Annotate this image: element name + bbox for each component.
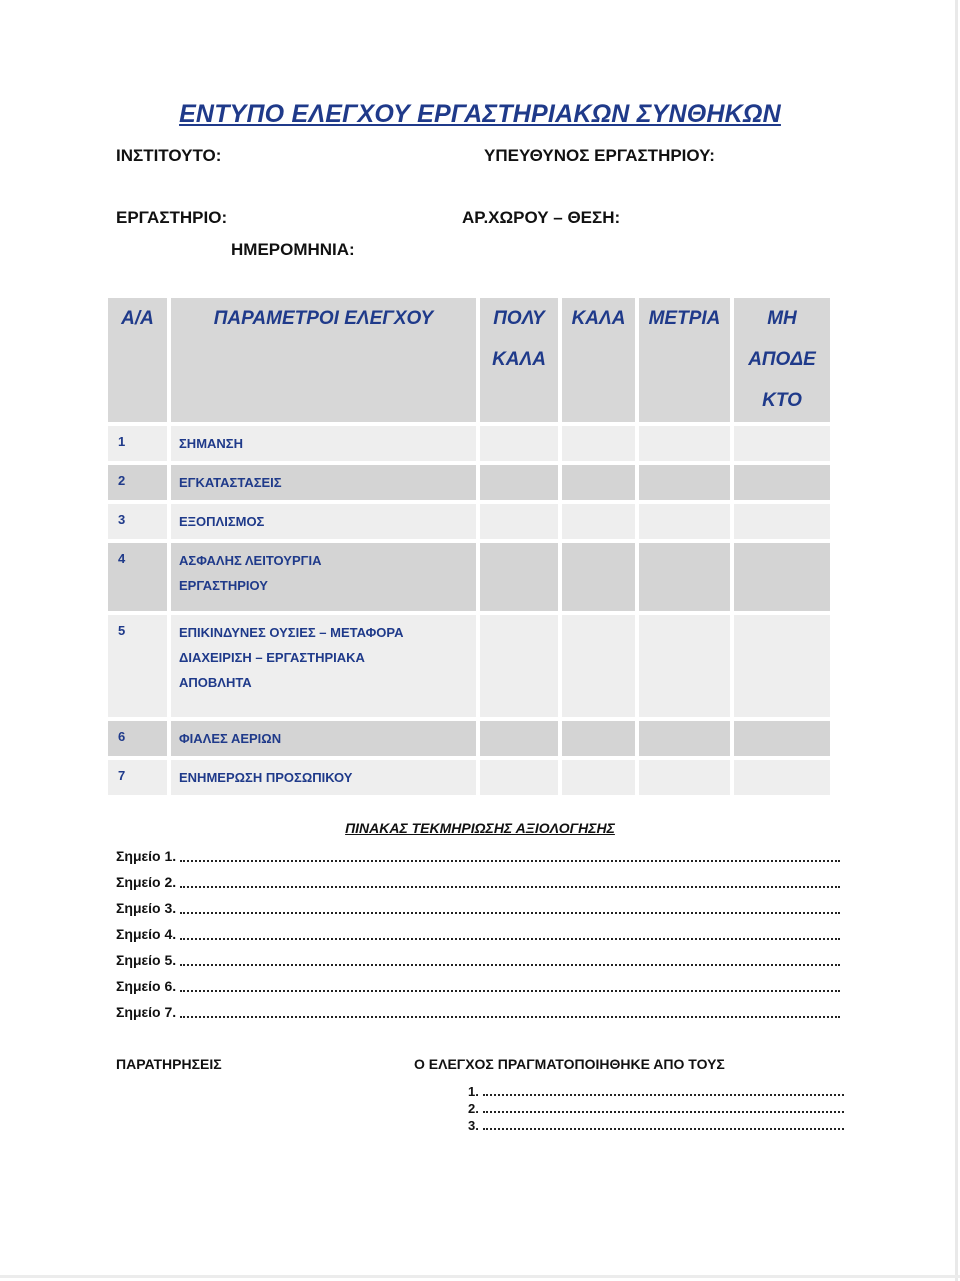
table-header-row	[108, 298, 830, 422]
row-parameter-line: ΔΙΑΧΕΙΡΙΣΗ – ΕΡΓΑΣΤΗΡΙΑΚΑ	[179, 650, 365, 665]
rating-good-cell[interactable]	[562, 465, 635, 500]
row-number: 6	[108, 721, 167, 756]
row-parameter-line: ΦΙΑΛΕΣ ΑΕΡΙΩΝ	[179, 731, 282, 746]
dotted-fill-line	[180, 926, 840, 940]
row-number: 2	[108, 465, 167, 500]
header-unacceptable	[734, 298, 830, 422]
rating-very-good-cell[interactable]	[480, 721, 558, 756]
lab-manager-label: ΥΠΕΥΘΥΝΟΣ ΕΡΓΑΣΤΗΡΙΟΥ:	[484, 146, 715, 165]
point-line[interactable]	[116, 926, 840, 946]
dotted-fill-line	[180, 848, 840, 862]
rating-very-good-cell[interactable]	[480, 465, 558, 500]
table-row	[108, 615, 830, 717]
row-parameter	[171, 543, 476, 611]
row-parameter-line: ΑΠΟΒΛΗΤΑ	[179, 675, 252, 690]
header-average: ΜΕΤΡΙΑ	[639, 298, 730, 422]
header-parameters: ΠΑΡΑΜΕΤΡΟΙ ΕΛΕΓΧΟΥ	[171, 298, 476, 422]
row-parameter-line: ΑΣΦΑΛΗΣ ΛΕΙΤΟΥΡΓΙΑ	[179, 553, 322, 568]
row-parameter-line: ΕΞΟΠΛΙΣΜΟΣ	[179, 514, 265, 529]
row-parameter	[171, 760, 476, 795]
date-label: ΗΜΕΡΟΜΗΝΙΑ:	[231, 240, 355, 259]
point-label: Σημείο 1.	[116, 848, 177, 864]
institute-label: ΙΝΣΤΙΤΟΥΤΟ:	[116, 146, 222, 165]
table-row	[108, 721, 830, 756]
rating-average-cell[interactable]	[639, 504, 730, 539]
table-row	[108, 543, 830, 611]
rating-unacceptable-cell[interactable]	[734, 760, 830, 795]
dotted-fill-line	[180, 874, 840, 888]
header-good: ΚΑΛΑ	[562, 298, 635, 422]
row-parameter	[171, 465, 476, 500]
row-parameter-line: ΕΝΗΜΕΡΩΣΗ ΠΡΟΣΩΠΙΚΟΥ	[179, 770, 353, 785]
point-line[interactable]	[116, 978, 840, 998]
rating-very-good-cell[interactable]	[480, 760, 558, 795]
observations-label: ΠΑΡΑΤΗΡΗΣΕΙΣ	[116, 1056, 222, 1072]
table-row	[108, 465, 830, 500]
point-label: Σημείο 2.	[116, 874, 177, 890]
signature-line[interactable]	[468, 1084, 844, 1100]
rating-unacceptable-cell[interactable]	[734, 504, 830, 539]
row-parameter	[171, 426, 476, 461]
point-label: Σημείο 4.	[116, 926, 177, 942]
page-edge	[955, 0, 958, 1281]
signature-number: 3.	[468, 1118, 479, 1133]
header-unacceptable-line-3: ΚΤΟ	[762, 390, 802, 411]
dotted-fill-line	[483, 1084, 844, 1096]
row-parameter-line: ΕΠΙΚΙΝΔΥΝΕΣ ΟΥΣΙΕΣ – ΜΕΤΑΦΟΡΑ	[179, 625, 404, 640]
performed-by-label: Ο ΕΛΕΓΧΟΣ ΠΡΑΓΜΑΤΟΠΟΙΗΘΗΚΕ ΑΠΟ ΤΟΥΣ	[414, 1056, 725, 1072]
row-number: 4	[108, 543, 167, 611]
rating-unacceptable-cell[interactable]	[734, 543, 830, 611]
signature-line[interactable]	[468, 1118, 844, 1134]
page-bottom-edge	[0, 1275, 960, 1278]
rating-average-cell[interactable]	[639, 465, 730, 500]
point-line[interactable]	[116, 874, 840, 894]
point-label: Σημείο 7.	[116, 1004, 177, 1020]
table-row	[108, 426, 830, 461]
signature-number: 1.	[468, 1084, 479, 1099]
rating-very-good-cell[interactable]	[480, 504, 558, 539]
rating-unacceptable-cell[interactable]	[734, 721, 830, 756]
point-line[interactable]	[116, 1004, 840, 1024]
point-label: Σημείο 6.	[116, 978, 177, 994]
row-number: 3	[108, 504, 167, 539]
rating-good-cell[interactable]	[562, 760, 635, 795]
rating-average-cell[interactable]	[639, 615, 730, 717]
row-number: 1	[108, 426, 167, 461]
table-row	[108, 504, 830, 539]
dotted-fill-line	[180, 952, 840, 966]
rating-average-cell[interactable]	[639, 543, 730, 611]
row-parameter	[171, 721, 476, 756]
rating-good-cell[interactable]	[562, 504, 635, 539]
rating-good-cell[interactable]	[562, 721, 635, 756]
rating-very-good-cell[interactable]	[480, 543, 558, 611]
header-very-good	[480, 298, 558, 422]
point-line[interactable]	[116, 848, 840, 868]
dotted-fill-line	[180, 978, 840, 992]
rating-average-cell[interactable]	[639, 721, 730, 756]
row-parameter-line: ΕΓΚΑΤΑΣΤΑΣΕΙΣ	[179, 475, 282, 490]
table-row	[108, 760, 830, 795]
dotted-fill-line	[483, 1101, 844, 1113]
rating-good-cell[interactable]	[562, 426, 635, 461]
row-number: 5	[108, 615, 167, 717]
row-parameter	[171, 504, 476, 539]
rating-unacceptable-cell[interactable]	[734, 426, 830, 461]
header-very-good-line-1: ΠΟΛΥ	[493, 308, 545, 329]
header-aa: Α/Α	[108, 298, 167, 422]
header-very-good-line-2: ΚΑΛΑ	[492, 349, 546, 370]
evaluation-table	[104, 294, 834, 799]
header-unacceptable-line-1: ΜΗ	[767, 308, 797, 329]
dotted-fill-line	[180, 900, 840, 914]
dotted-fill-line	[483, 1118, 844, 1130]
rating-unacceptable-cell[interactable]	[734, 465, 830, 500]
header-unacceptable-line-2: ΑΠΟΔΕ	[748, 349, 816, 370]
rating-good-cell[interactable]	[562, 543, 635, 611]
point-line[interactable]	[116, 952, 840, 972]
point-line[interactable]	[116, 900, 840, 920]
rating-average-cell[interactable]	[639, 426, 730, 461]
rating-good-cell[interactable]	[562, 615, 635, 717]
dotted-fill-line	[180, 1004, 840, 1018]
row-number: 7	[108, 760, 167, 795]
row-parameter-line: ΣΗΜΑΝΣΗ	[179, 436, 243, 451]
documentation-title: ΠΙΝΑΚΑΣ ΤΕΚΜΗΡΙΩΣΗΣ ΑΞΙΟΛΟΓΗΣΗΣ	[345, 820, 615, 836]
rating-very-good-cell[interactable]	[480, 615, 558, 717]
rating-very-good-cell[interactable]	[480, 426, 558, 461]
form-title: ΕΝΤΥΠΟ ΕΛΕΓΧΟΥ ΕΡΓΑΣΤΗΡΙΑΚΩΝ ΣΥΝΘΗΚΩΝ	[179, 100, 781, 128]
signature-number: 2.	[468, 1101, 479, 1116]
laboratory-label: ΕΡΓΑΣΤΗΡΙΟ:	[116, 208, 228, 227]
room-position-label: ΑΡ.ΧΩΡΟΥ – ΘΕΣΗ:	[462, 208, 621, 227]
row-parameter-line: ΕΡΓΑΣΤΗΡΙΟΥ	[179, 578, 268, 593]
point-label: Σημείο 3.	[116, 900, 177, 916]
rating-unacceptable-cell[interactable]	[734, 615, 830, 717]
point-label: Σημείο 5.	[116, 952, 177, 968]
rating-average-cell[interactable]	[639, 760, 730, 795]
row-parameter	[171, 615, 476, 717]
signature-line[interactable]	[468, 1101, 844, 1117]
